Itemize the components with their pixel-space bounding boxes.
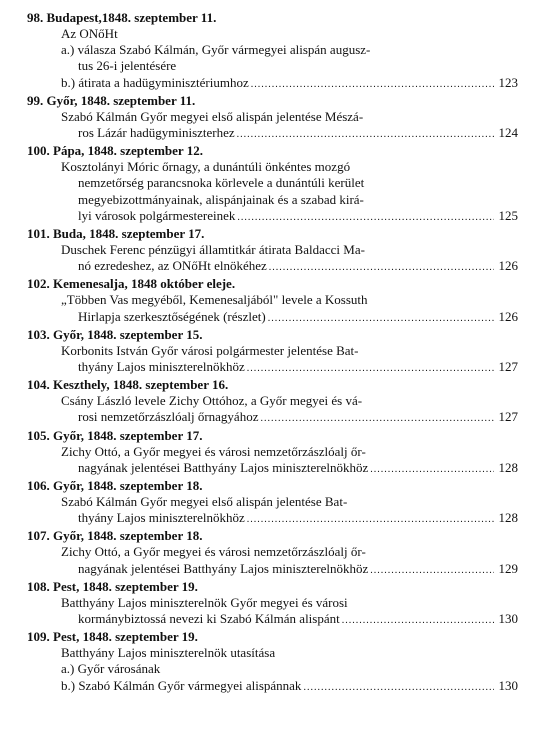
- entry-line: kormánybiztossá nevezi ki Szabó Kálmán alispánt: [78, 611, 340, 627]
- toc-entry-108: [27, 579, 518, 629]
- entry-leader-line: [27, 510, 518, 528]
- dot-leader: [269, 260, 494, 276]
- toc-entry-102: [27, 276, 518, 326]
- dot-leader: [303, 680, 494, 696]
- entry-line: Zichy Ottó, a Győr megyei és városi nemzetőrzászlóalj őr-: [61, 443, 366, 459]
- entry-line: nagyának jelentései Batthyány Lajos miniszterelnökhöz: [78, 560, 369, 576]
- page-number: 126: [498, 258, 518, 274]
- entry-heading: 104. Keszthely, 1848. szeptember 16.: [27, 377, 229, 393]
- entry-line: Batthyány Lajos miniszterelnök utasítása: [61, 645, 276, 661]
- entry-line: lyi városok polgármestereinek: [78, 207, 236, 223]
- entry-leader-line: [27, 208, 518, 226]
- entry-line: Duschek Ferenc pénzügyi államtitkár átirata Baldacci Ma-: [61, 242, 365, 258]
- dot-leader: [268, 311, 494, 327]
- page-number: 127: [498, 409, 518, 425]
- page-number: 128: [498, 459, 518, 475]
- page-number: 130: [498, 677, 518, 693]
- entry-line: a.) válasza Szabó Kálmán, Győr vármegyei alispán augusz-: [61, 42, 371, 58]
- entry-heading: 108. Pest, 1848. szeptember 19.: [27, 578, 198, 594]
- toc-entry-109: [27, 629, 518, 696]
- entry-heading: 105. Győr, 1848. szeptember 17.: [27, 427, 203, 443]
- entry-heading: 100. Pápa, 1848. szeptember 12.: [27, 143, 203, 159]
- page-number: 126: [498, 308, 518, 324]
- dot-leader: [342, 613, 494, 629]
- entry-line: b.) átirata a hadügyminisztériumhoz: [61, 74, 249, 90]
- entry-line: Szabó Kálmán Győr megyei első alispán jelentése Mészá-: [61, 108, 364, 124]
- entry-line: rosi nemzetőrzászlóalj őrnagyához: [78, 409, 259, 425]
- entry-line: Kosztolányi Móric őrnagy, a dunántúli önkéntes mozgó: [61, 159, 351, 175]
- dot-leader: [251, 77, 494, 93]
- entry-line: nagyának jelentései Batthyány Lajos miniszterelnökhöz: [78, 459, 369, 475]
- entry-line: Szabó Kálmán Győr megyei első alispán jelentése Bat-: [61, 494, 348, 510]
- dot-leader: [260, 411, 494, 427]
- page-number: 123: [498, 74, 518, 90]
- entry-leader-line: [27, 75, 518, 93]
- entry-heading: 109. Pest, 1848. szeptember 19.: [27, 629, 198, 645]
- entry-line: Batthyány Lajos miniszterelnök Győr megyei és városi: [61, 594, 348, 610]
- entry-heading: 98. Budapest,1848. szeptember 11.: [27, 10, 217, 25]
- toc-entry-100: [27, 143, 518, 226]
- entry-leader-line: [27, 460, 518, 478]
- page-number: 128: [498, 510, 518, 526]
- entry-leader-line: [27, 611, 518, 629]
- dot-leader: [237, 210, 494, 226]
- toc-entry-103: [27, 327, 518, 377]
- page-number: 125: [498, 207, 518, 223]
- entry-line: „Többen Vas megyéből, Kemenesaljából" levele a Kossuth: [61, 292, 368, 308]
- entry-leader-line: [27, 125, 518, 143]
- entry-leader-line: [27, 561, 518, 579]
- toc-entry-104: [27, 377, 518, 427]
- entry-heading: 99. Győr, 1848. szeptember 11.: [27, 92, 196, 108]
- entry-leader-line: [27, 258, 518, 276]
- toc-entry-98: [27, 10, 518, 93]
- page-number: 130: [498, 611, 518, 627]
- entry-leader-line: [27, 359, 518, 377]
- entry-line: ros Lázár hadügyminiszterhez: [78, 125, 235, 141]
- entry-line: megyebizottmányainak, alispánjainak és a szabad kirá-: [78, 191, 364, 207]
- entry-line: a.) Győr városának: [61, 661, 161, 677]
- entry-heading: 103. Győr, 1848. szeptember 15.: [27, 326, 203, 342]
- entry-line: Az ONőHt: [61, 26, 118, 41]
- toc-entry-99: [27, 93, 518, 143]
- entry-line: thyány Lajos miniszterelnökhöz: [78, 510, 245, 526]
- entry-line: thyány Lajos miniszterelnökhöz: [78, 359, 245, 375]
- entry-heading: 107. Győr, 1848. szeptember 18.: [27, 528, 203, 544]
- page-number: 129: [498, 560, 518, 576]
- dot-leader: [370, 462, 494, 478]
- entry-heading: 106. Győr, 1848. szeptember 18.: [27, 478, 203, 494]
- entry-line: Korbonits István Győr városi polgármester jelentése Bat-: [61, 342, 359, 358]
- entry-leader-line: [27, 309, 518, 327]
- dot-leader: [237, 127, 494, 143]
- entry-leader-line: [27, 678, 518, 696]
- page-number: 124: [498, 125, 518, 141]
- page-number: 127: [498, 359, 518, 375]
- entry-line: Hirlapja szerkesztőségének (részlet): [78, 308, 266, 324]
- entry-line: Zichy Ottó, a Győr megyei és városi nemzetőrzászlóalj őr-: [61, 544, 366, 560]
- entry-line: Csány László levele Zichy Ottóhoz, a Győr megyei és vá-: [61, 393, 363, 409]
- entry-heading: 102. Kemenesalja, 1848 október eleje.: [27, 276, 236, 292]
- dot-leader: [370, 563, 494, 579]
- toc-entry-101: [27, 226, 518, 276]
- entry-line: nó ezredeshez, az ONőHt elnökéhez: [78, 258, 267, 274]
- toc-entry-105: [27, 428, 518, 478]
- entry-line: nemzetőrség parancsnoka körlevele a dunántúli kerület: [78, 175, 365, 191]
- entry-heading: 101. Buda, 1848. szeptember 17.: [27, 226, 205, 242]
- dot-leader: [247, 361, 494, 377]
- dot-leader: [247, 512, 494, 528]
- toc-entry-107: [27, 528, 518, 578]
- entry-line: tus 26-i jelentésére: [78, 58, 177, 74]
- entry-leader-line: [27, 409, 518, 427]
- entry-line: b.) Szabó Kálmán Győr vármegyei alispánnak: [61, 677, 302, 693]
- toc-entry-106: [27, 478, 518, 528]
